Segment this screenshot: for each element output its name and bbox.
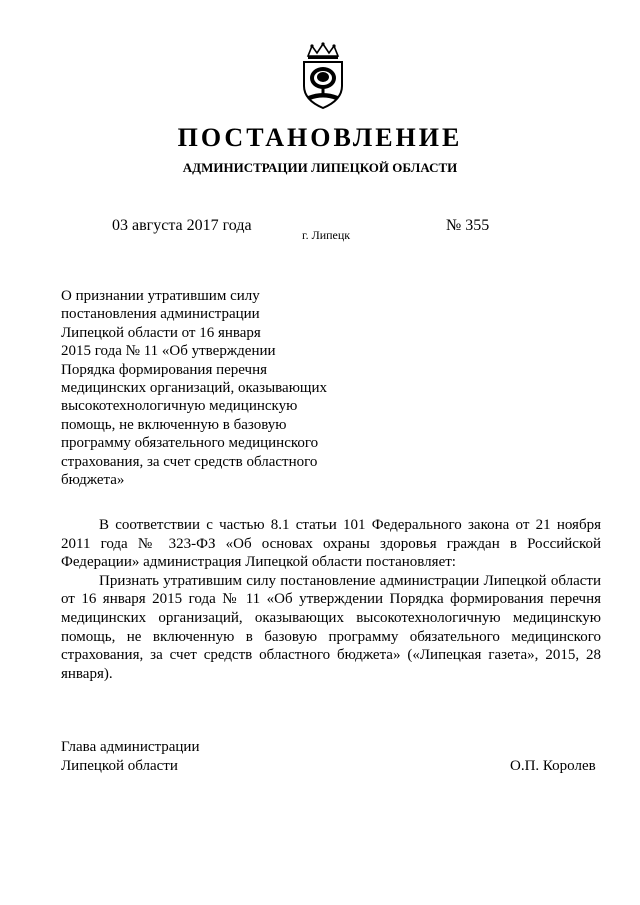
heading-line: программу обязательного медицинского [61,435,319,452]
document-city: г. Липецк [302,228,351,242]
heading-line: постановления администрации [61,306,260,323]
heading-line: страхования, за счет средств областного [61,453,318,470]
document-date: 03 августа 2017 года [112,217,252,234]
document-number: № 355 [446,217,490,234]
signatory-name: О.П. Королев [510,758,596,774]
body-paragraph: В соответствии с частью 8.1 статьи 101 Федерального закона от 21 ноября 2011 года № 323-ФЗ «Об основах охраны здоровья граждан в Российской Федерации» администрация Липецкой области постановляет: [61,517,601,571]
heading-line: помощь, не включенную в базовую [61,416,287,433]
heading-line: О признании утратившим силу [61,288,260,304]
position-line: Глава администрации [61,739,200,755]
document-subtitle: АДМИНИСТРАЦИИ ЛИПЕЦКОЙ ОБЛАСТИ [182,160,458,175]
signatory-position [61,738,199,776]
heading-line: Порядка формирования перечня [61,361,268,378]
heading-line: бюджета» [61,472,125,489]
heading-line: высокотехнологичную медицинскую [61,398,298,415]
heading-line: 2015 года № 11 «Об утверждении [61,343,276,360]
coat-of-arms-icon [296,42,350,110]
heading-line: медицинских организаций, оказывающих [61,380,327,397]
body-paragraph: Признать утратившим силу постановление администрации Липецкой области от 16 января 2015 года № 11 «Об утверждении Порядка формирования перечня медицинских организаций, оказывающих высокотехнологичную медицинскую помощь, не включенную в базовую программу обязательного медицинского страхования, за счет средств областного бюджета» («Липецкая газета», 2015, 28 января). [61,572,601,682]
document-body [61,516,601,683]
document-heading [61,287,361,489]
heading-line: Липецкой области от 16 января [61,324,261,341]
document-title: ПОСТАНОВЛЕНИЕ [177,123,463,152]
position-line: Липецкой области [61,758,178,774]
